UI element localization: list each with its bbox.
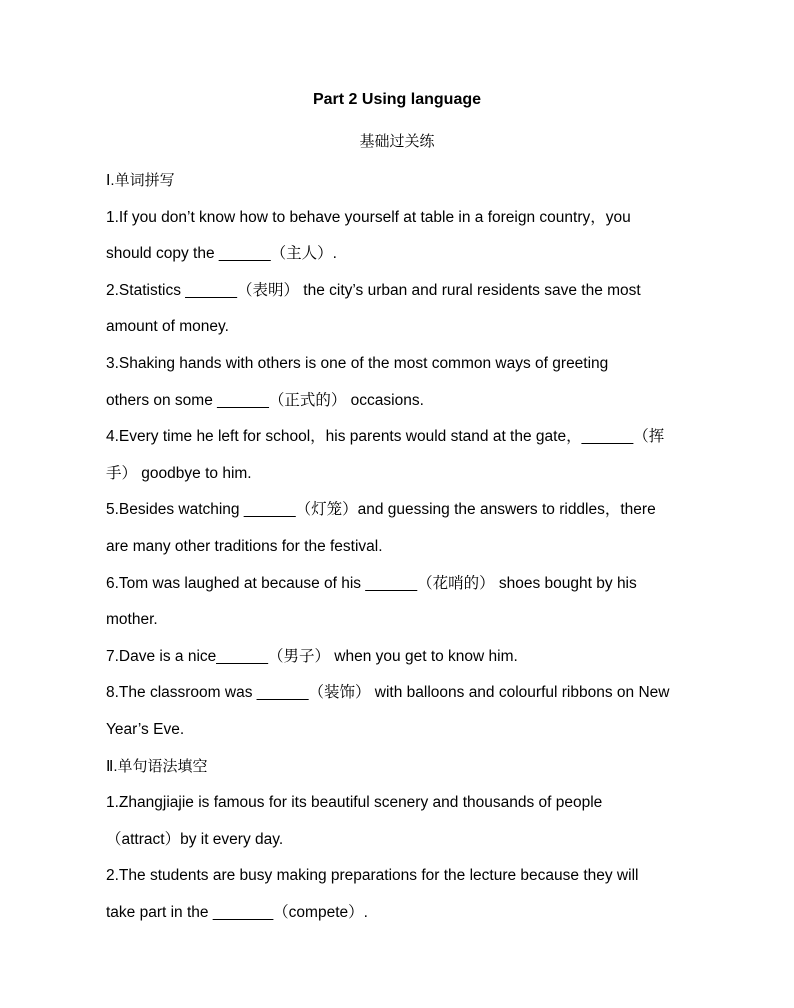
text-line: take part in the _______（compete）. [106, 903, 368, 921]
text-line: 2.The students are busy making preparations for the lecture because they will [106, 867, 639, 885]
text-line: are many other traditions for the festival. [106, 537, 383, 555]
text-line: 8.The classroom was ______（装饰） with balloons and colourful ribbons on New [106, 684, 670, 702]
page-title: Part 2 Using language [312, 91, 482, 108]
text-line: Year’s Eve. [106, 720, 185, 738]
text-line: 手） goodbye to him. [106, 464, 252, 482]
section-heading-1: Ⅰ.单词拼写 [106, 172, 175, 189]
text-line: should copy the ______（主人）. [106, 245, 337, 263]
text-line: 1.If you don’t know how to behave yourself at table in a foreign country，you [106, 208, 631, 226]
text-line: amount of money. [106, 318, 229, 336]
text-line: 5.Besides watching ______（灯笼）and guessing the answers to riddles，there [106, 501, 656, 519]
section-heading-2: Ⅱ.单句语法填空 [106, 757, 208, 775]
text-line: 2.Statistics ______（表明） the city’s urban and rural residents save the most [106, 281, 641, 299]
text-line: 7.Dave is a nice______（男子） when you get to know him. [106, 647, 518, 665]
page-subtitle: 基础过关练 [359, 133, 435, 150]
text-line: others on some ______（正式的） occasions. [106, 391, 424, 409]
text-line: 4.Every time he left for school，his parents would stand at the gate，______（挥 [106, 428, 665, 446]
text-line: 1.Zhangjiajie is famous for its beautiful scenery and thousands of people [106, 794, 603, 812]
text-line: 3.Shaking hands with others is one of the most common ways of greeting [106, 354, 609, 372]
text-line: 6.Tom was laughed at because of his ______（花哨的） shoes bought by his [106, 574, 637, 592]
text-line: （attract）by it every day. [106, 830, 284, 848]
text-line: mother. [106, 611, 158, 629]
exercise-body [106, 163, 696, 931]
